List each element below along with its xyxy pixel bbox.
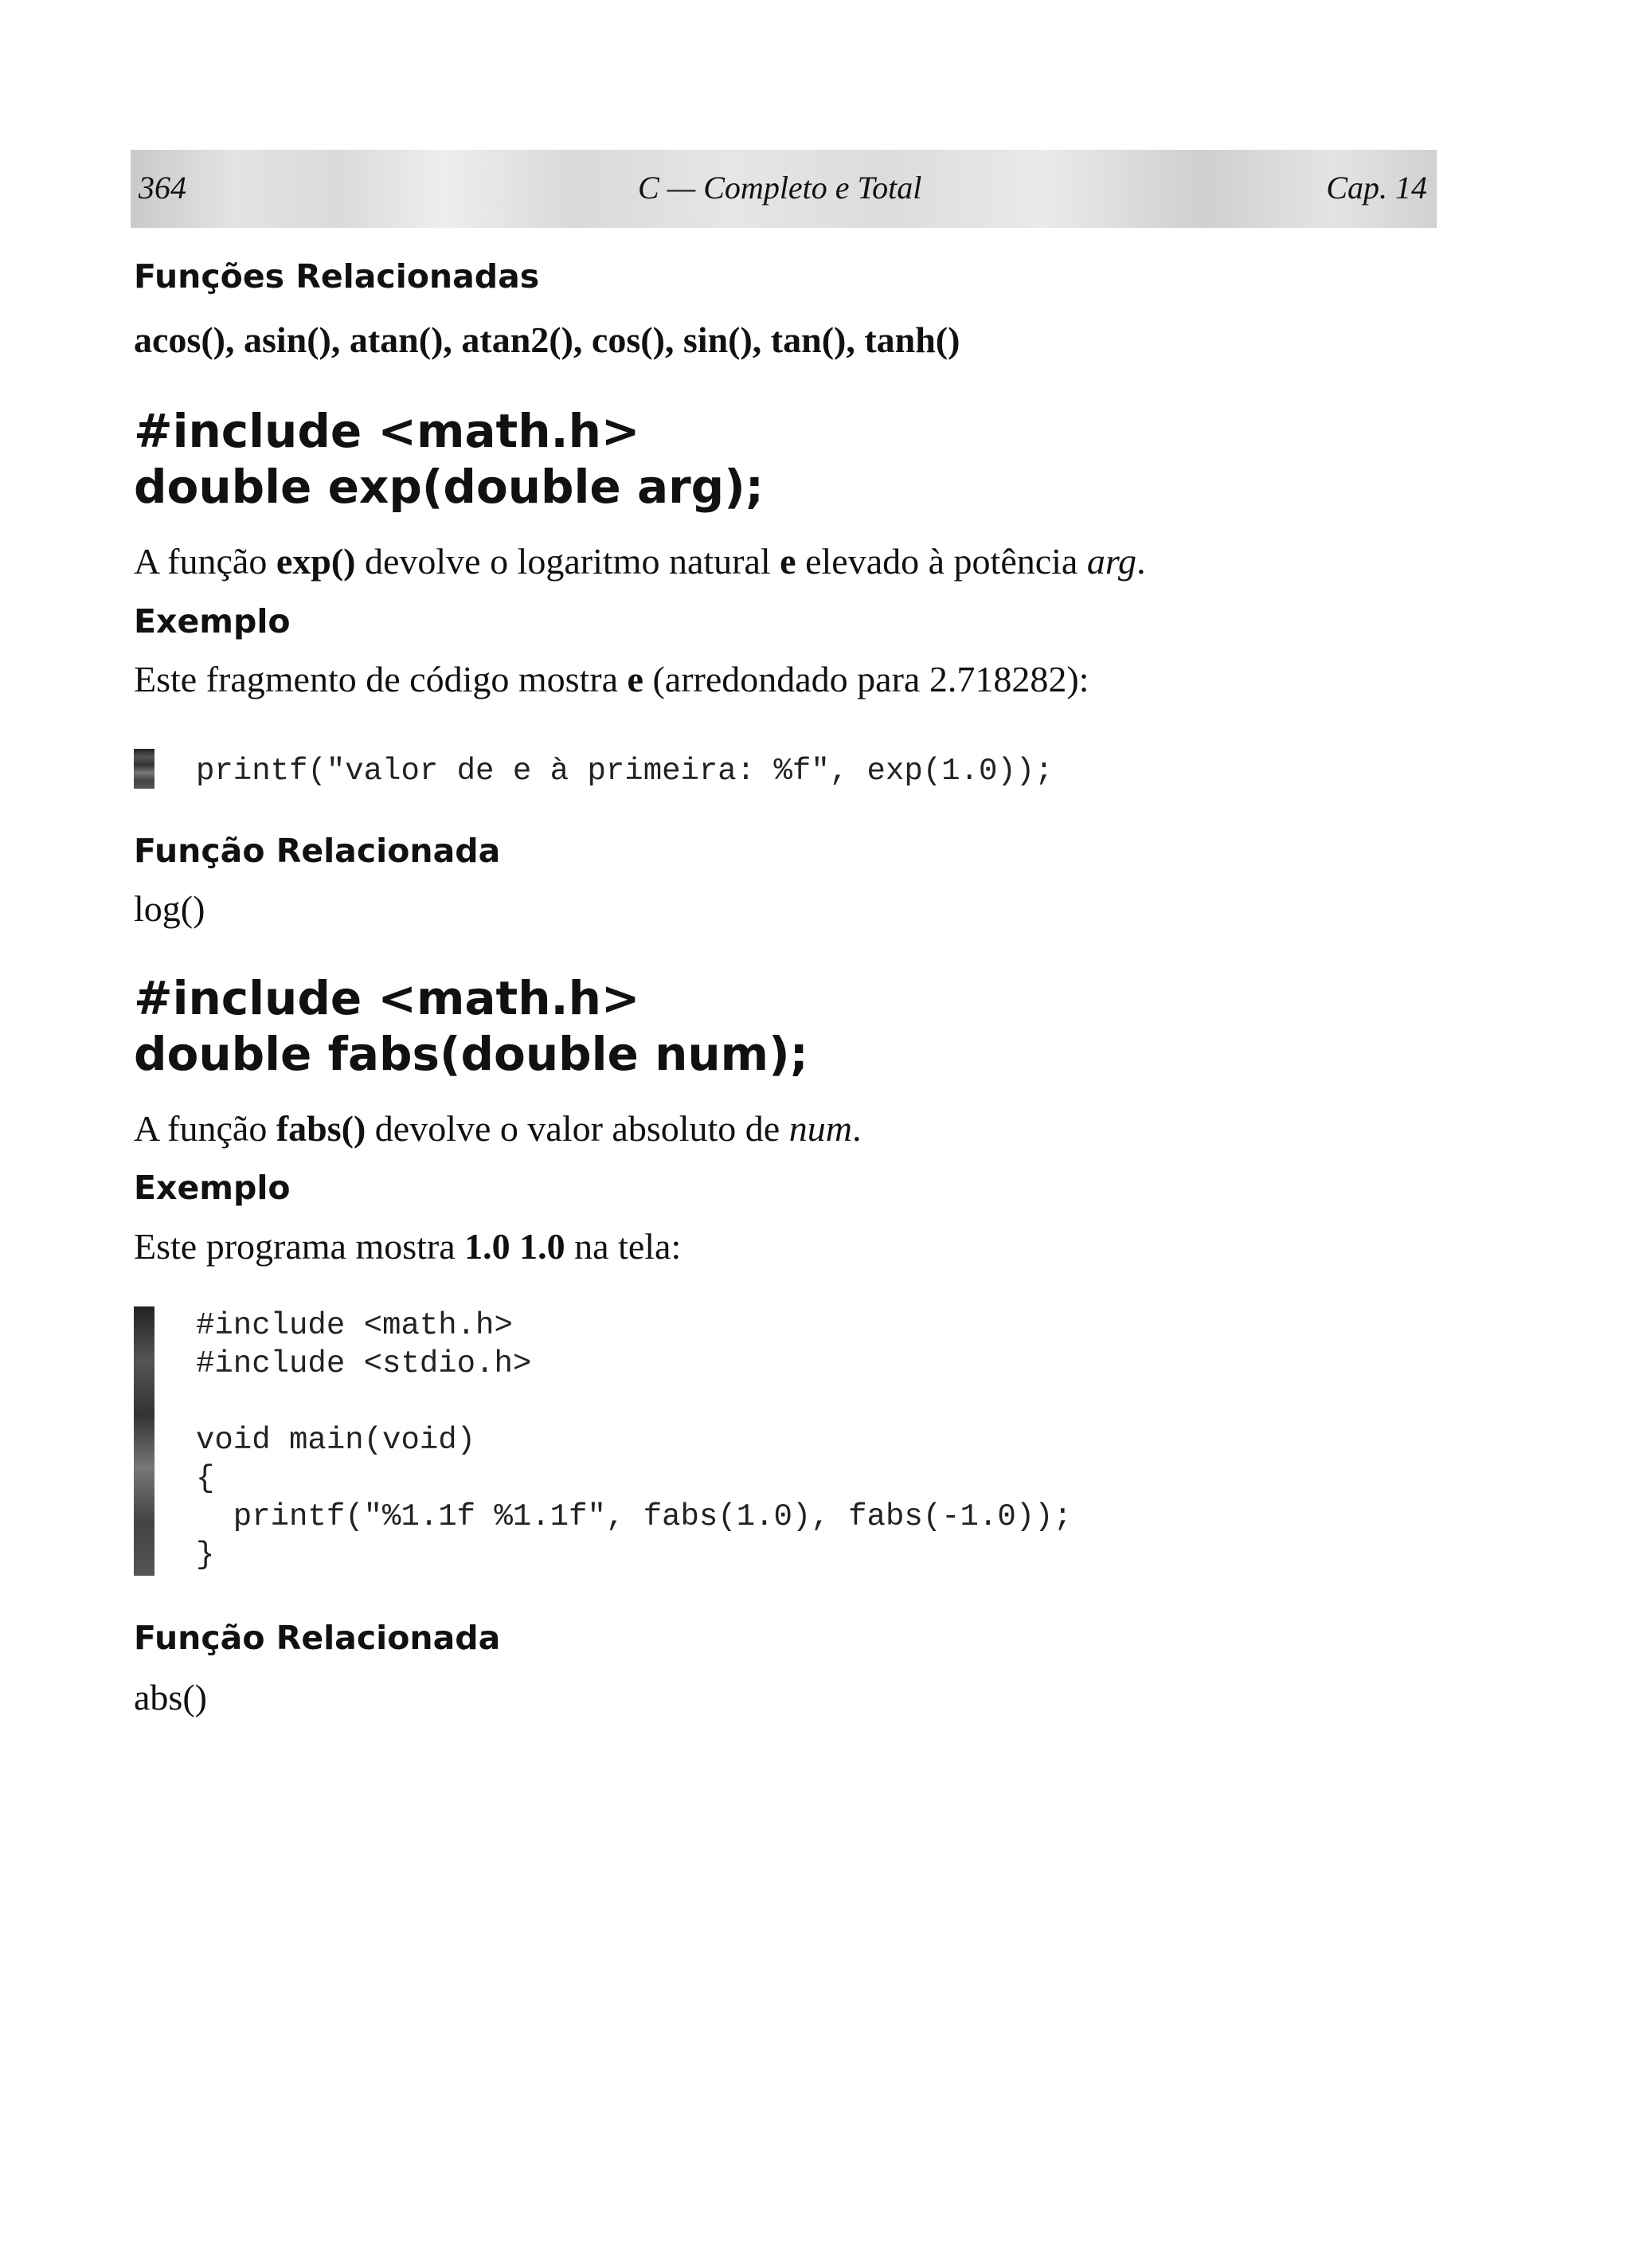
related-functions-list: acos(), asin(), atan(), atan2(), cos(), sin(), tan(), tanh() xyxy=(134,319,960,360)
fabs-description xyxy=(134,1107,861,1150)
exp-code-block: printf("valor de e à primeira: %f", exp(1.0)); xyxy=(196,754,1054,789)
exp-signature: double exp(double arg); xyxy=(134,460,764,514)
fabs-related-function: abs() xyxy=(134,1677,207,1718)
book-title: C — Completo e Total xyxy=(638,170,922,206)
fabs-desc-fn: fabs() xyxy=(276,1108,366,1149)
fabs-related-heading: Função Relacionada xyxy=(134,1619,501,1657)
exp-related-heading: Função Relacionada xyxy=(134,832,501,870)
exp-include-line: #include <math.h> xyxy=(134,404,640,458)
fabs-desc-end: . xyxy=(851,1108,862,1149)
fabs-signature: double fabs(double num); xyxy=(134,1027,808,1081)
fabs-example-a: Este programa mostra xyxy=(134,1226,465,1267)
exp-desc-b: devolve o logaritmo natural xyxy=(355,541,780,582)
fabs-include-line: #include <math.h> xyxy=(134,971,640,1025)
running-header xyxy=(131,150,1437,228)
exp-desc-fn: exp() xyxy=(276,541,356,582)
exp-desc-end: . xyxy=(1136,541,1146,582)
fabs-example-val: 1.0 1.0 xyxy=(464,1226,565,1267)
exp-example-heading: Exemplo xyxy=(134,602,291,640)
page-number: 364 xyxy=(139,170,186,206)
fabs-signature-block xyxy=(134,970,808,1082)
exp-desc-e: e xyxy=(780,541,796,582)
fabs-example-b: na tela: xyxy=(565,1226,682,1267)
exp-description xyxy=(134,540,1146,582)
related-functions-heading: Funções Relacionadas xyxy=(134,257,540,296)
chapter-label: Cap. 14 xyxy=(1326,170,1427,206)
fabs-example-text xyxy=(134,1225,681,1267)
exp-example-a: Este fragmento de código mostra xyxy=(134,659,628,699)
exp-example-text xyxy=(134,658,1089,700)
exp-example-b: (arredondado para 2.718282): xyxy=(643,659,1089,699)
exp-related-function: log() xyxy=(134,888,205,929)
code-marker-bar xyxy=(134,749,154,789)
exp-desc-a: A função xyxy=(134,541,276,582)
exp-signature-block xyxy=(134,403,764,515)
fabs-example-heading: Exemplo xyxy=(134,1169,291,1207)
fabs-desc-b: devolve o valor absoluto de xyxy=(366,1108,789,1149)
exp-desc-c: elevado à potência xyxy=(796,541,1087,582)
code-marker-bar xyxy=(134,1306,154,1576)
fabs-desc-a: A função xyxy=(134,1108,276,1149)
fabs-desc-arg: num xyxy=(788,1108,852,1149)
fabs-code-block: #include <math.h> #include <stdio.h> void main(void) { printf("%1.1f %1.1f", fabs(1.0), fabs(-1.0)); } xyxy=(196,1308,1072,1573)
exp-example-e: e xyxy=(627,659,643,699)
exp-desc-arg: arg xyxy=(1086,541,1137,582)
